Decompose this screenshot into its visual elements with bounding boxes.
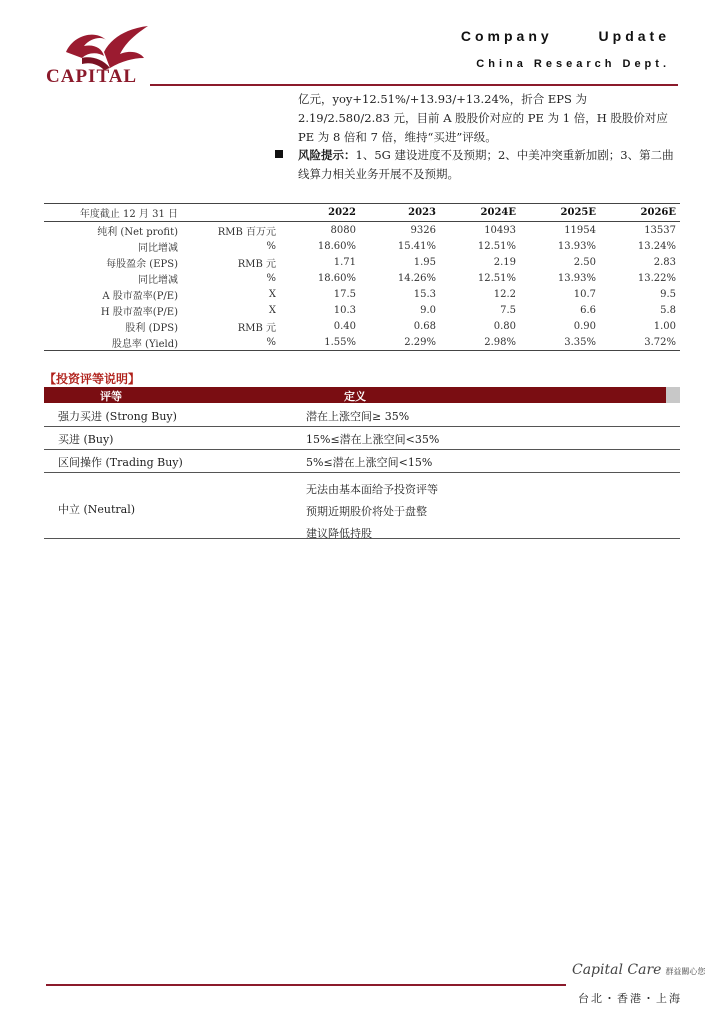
report-type: Company Update: [460, 28, 670, 44]
table-row: [44, 334, 680, 351]
cell: 13.24%: [637, 240, 676, 252]
cell: 10.7: [573, 288, 596, 300]
neutral-definition: [306, 479, 438, 545]
row-label: A 股市盈率(P/E): [102, 290, 178, 302]
cell: 3.72%: [600, 334, 680, 351]
row-unit: %: [266, 272, 276, 284]
brand-cn: 群益關心您: [665, 967, 706, 976]
cell: 12.51%: [477, 272, 516, 284]
row-unit: RMB 百万元: [217, 226, 276, 238]
row-unit: %: [182, 334, 280, 351]
table-row: [44, 286, 680, 302]
row-label: 纯利 (Net profit): [97, 226, 178, 238]
cell: 9326: [410, 224, 436, 236]
year-col: 2025E: [520, 204, 600, 222]
cell: 7.5: [500, 304, 516, 316]
table-row: [44, 318, 680, 334]
row-label: 每股盈余 (EPS): [106, 258, 178, 270]
row-label: H 股市盈率(P/E): [100, 306, 178, 318]
rating-section-title: 【投资评等说明】: [44, 372, 141, 386]
rating-row: [44, 426, 680, 450]
cell: 8080: [330, 224, 356, 236]
cell: 1.00: [653, 320, 676, 332]
square-bullet-icon: [275, 150, 283, 158]
financial-table: [44, 203, 680, 351]
risk-label: 风险提示：: [298, 148, 356, 162]
rating-row-neutral: [44, 472, 680, 539]
footer-divider: [46, 984, 566, 986]
rating-row: [44, 449, 680, 473]
fiscal-year-label: 年度截止 12 月 31 日: [44, 204, 182, 222]
cell: 13.93%: [557, 240, 596, 252]
grade: 中立 (Neutral): [58, 503, 136, 516]
risk-text: 1、5G 建设进度不及预期；2、中美冲突重新加剧；3、第二曲线算力相关业务开展不及预期。: [298, 148, 674, 181]
department: China Research Dept.: [476, 58, 670, 70]
rating-row: [44, 403, 680, 427]
cell: 12.51%: [477, 240, 516, 252]
cell: 1.55%: [280, 334, 360, 351]
row-label: 同比增减: [138, 242, 178, 254]
cell: 2.50: [573, 256, 596, 268]
cell: 0.80: [493, 320, 516, 332]
cell: 18.60%: [317, 272, 356, 284]
row-label: 同比增减: [138, 274, 178, 286]
row-unit: X: [268, 288, 276, 300]
year-col: 2024E: [440, 204, 520, 222]
row-unit: X: [268, 304, 276, 316]
cell: 0.90: [573, 320, 596, 332]
table-row: [44, 254, 680, 270]
logo-text: CAPITAL: [46, 66, 138, 87]
report-header: [461, 28, 670, 70]
definition-line: 预期近期股价将处于盘整: [306, 505, 427, 518]
grade: 买进 (Buy): [58, 433, 114, 446]
row-label: 股息率 (Yield): [44, 334, 182, 351]
cell: 13.93%: [557, 272, 596, 284]
year-col: 2026E: [600, 204, 680, 222]
grade-col-header: 评等: [100, 390, 122, 403]
cell: 2.19: [493, 256, 516, 268]
row-label: 股利 (DPS): [125, 322, 178, 334]
cell: 6.6: [580, 304, 596, 316]
cell: 1.95: [413, 256, 436, 268]
cell: 5.8: [660, 304, 676, 316]
cell: 2.98%: [440, 334, 520, 351]
row-unit: %: [266, 240, 276, 252]
row-unit: RMB 元: [237, 258, 276, 270]
cell: 15.41%: [397, 240, 436, 252]
cell: 15.3: [413, 288, 436, 300]
table-row: [44, 302, 680, 318]
table-row: [44, 222, 680, 239]
year-col: 2023: [360, 204, 440, 222]
summary-paragraph: 亿元，yoy+12.51%/+13.93/+13.24%，折合 EPS 为 2.19/2.580/2.83 元，目前 A 股股价对应的 PE 为 1 倍，H 股股价对应 PE 为 8 倍和 7 倍，维持“买进”评级。: [298, 92, 668, 144]
cell: 11954: [564, 224, 596, 236]
definition: 15%≤潜在上涨空间<35%: [306, 433, 440, 446]
brand-text: Capital Care: [572, 962, 662, 978]
cell: 2.29%: [360, 334, 440, 351]
table-header-row: [44, 204, 680, 222]
grade: 强力买进 (Strong Buy): [58, 410, 177, 423]
cell: 1.71: [333, 256, 356, 268]
cell: 9.0: [420, 304, 436, 316]
definition: 5%≤潜在上涨空间<15%: [306, 456, 433, 469]
definition-col-header: 定义: [344, 390, 366, 403]
cell: 0.68: [413, 320, 436, 332]
cell: 17.5: [333, 288, 356, 300]
definition: 潜在上涨空间≥ 35%: [306, 410, 410, 423]
cell: 12.2: [493, 288, 516, 300]
cell: 2.83: [653, 256, 676, 268]
cell: 18.60%: [317, 240, 356, 252]
footer-cities: 台北・香港・上海: [578, 992, 682, 1005]
year-col: 2022: [280, 204, 360, 222]
header-divider: [150, 84, 678, 86]
cell: 13.22%: [637, 272, 676, 284]
cell: 0.40: [333, 320, 356, 332]
cell: 3.35%: [520, 334, 600, 351]
cell: 10.3: [333, 304, 356, 316]
cell: 9.5: [660, 288, 676, 300]
definition-line: 无法由基本面给予投资评等: [306, 483, 438, 496]
table-row: [44, 270, 680, 286]
risk-paragraph: [298, 146, 678, 184]
row-unit: RMB 元: [237, 322, 276, 334]
definition-line: 建议降低持股: [306, 527, 372, 540]
cell: 13537: [644, 224, 676, 236]
capital-care-logo: [572, 962, 705, 978]
cell: 10493: [484, 224, 516, 236]
rating-header-bar: [44, 387, 680, 403]
grade: 区间操作 (Trading Buy): [58, 456, 183, 469]
cell: 14.26%: [397, 272, 436, 284]
table-row: [44, 238, 680, 254]
